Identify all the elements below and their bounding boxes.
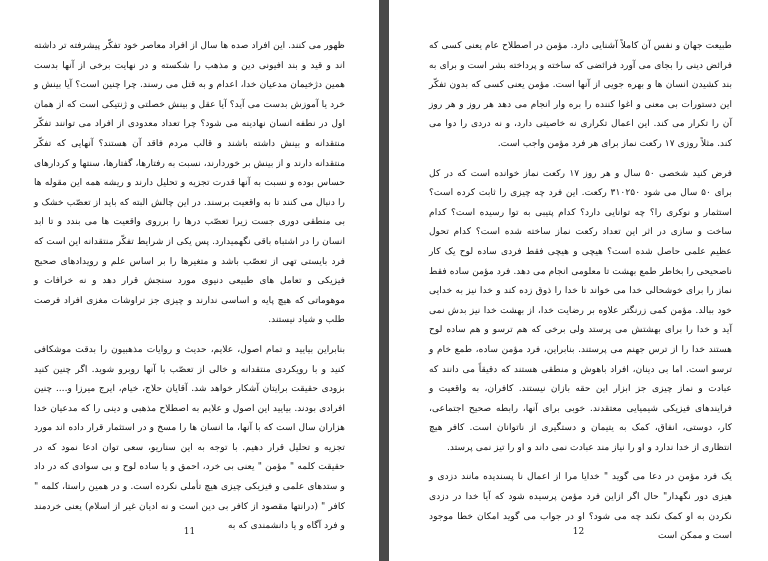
paragraph: ظهور می کنند. این افراد صده ها سال از افراد معاصر خود تفکّر پیشرفته تر داشته اند و قید و بند افیونی دین و مذهب را شکسته و در نهایت برخی از آنها بدست همین دژخیمان مدعیان خدا، اعدام و به قتل می رسند. چرا چنین است؟ آیا بینش و خرد یا آموزش بدست می آید؟ آیا عقل و بینش خصلتی و ژنتیکی است که از همان اول در نطفه انسان نهادینه می شود؟ چرا تعداد معدودی از افراد می توانند تفکّر منتقدانه و بینش داشته باشند و قالب مردم فاقد آن هستند؟ آنهایی که تفکّر منتقدانه دارند و از بینش بر خوردارند، نسبت به رفتارها، گفتارها، سنتها و کردارهای حساس بوده و نسبت به آنها قدرت تجزیه و تحلیل دارند و ریشه همه این مقوله ها را دنبال می کنند تا به واقعیت برسند. در این چالش البته که باید از تعصّب خشک و بی منطقی دوری جست زیرا تعصّب درها را برروی واقعیت ها می بندد و تا ابد انسان را در اشتباه باقی نگهمیدارد. پس یکی از شرایط تفکّر منتقدانه این است که فرد بایستی تهی از تعصّب باشد و متغیرها را بر اساس علم و رویدادهای صحیح فیزیکی و تعامل های طبیعی دنیوی مورد سنجش قرار دهد و نه خرافات و موهوماتی که هیچ پایه و اساسی ندارند و چیزی جز تراوشات مغزی افراد فرصت طلب و شیاد نیستند. (34, 40, 345, 326)
paragraph: یک فرد مؤمن در دعا می گوید " خدایا مرا از اعمال نا پسندیده مانند دزدی و هیزی دور نگهدار" حال اگر ازاین فرد مؤمن پرسیده شود که آیا خدا در دزدی نکردن به او کمک نکند چه می شود؟ او در جواب می گوید امکان خطا موجود است و ممکن است (429, 471, 732, 542)
page-number: 11 (183, 527, 196, 537)
right-page (389, 0, 768, 561)
paragraph: طبیعت جهان و نفس آن کاملاً آشنایی دارد. مؤمن در اصطلاح عام یعنی کسی که فرائض دینی را بجای می آورد فرائضی که ساخته و پرداخته بشر است و برای به بند کشیدن انسان ها و بهره جویی از آنها است. مؤمن یعنی کسی که بدون تفکّر این دستورات بی معنی و اغوا کننده را بره وار انجام می دهد هر روز و هر روز آن را تکرار می کند. این اعمال تکراری نه خاصیتی دارد، و نه دردی را دوا می کند. مثلاً روزی ۱۷ رکعت نماز برای هر فرد مؤمن واجب است. (429, 40, 732, 149)
right-page-body (429, 36, 732, 546)
paragraph: فرض کنید شخصی ۵۰ سال و هر روز ۱۷ رکعت نماز خوانده است که در کل برای ۵۰ سال می شود ۳۱۰۲۵۰ رکعت. این فرد چه چیزی را ثابت کرده است؟ استثمار و نوکری را؟ چه توانایی دارد؟ کدام پتیبی به توا رسیده است؟ کدام ساخت و سازی در اثر این تعداد رکعت نماز ساخته شده است؟ کدام تحول عظیم علمی حاصل شده است؟ هیچی و هیچی فقط فردی ساده لوح یک کار ناصحیحی را بخاطر طمع بهشت تا معلومی انجام می دهد. فرد مؤمن ساده فقط نماز را برای خوشحالی خدا می خواند تا خدا را ذوق زده کند و خدا نیز به خدایی خود ببالد. مؤمن کمی زرنگتر علاوه بر رضایت خدا، از بهشت خدا نیز بدش نمی آید و خدا را برای بهشتش می پرستد ولی برخی که هم ترسو و هم ساده لوح هستند خدا را از ترس جهنم می پرستند. بنابراین، فرد مؤمن ساده، طمع خام و ترسو است. اما بی دینان، افراد باهوش و منطقی هستند که دقیقاً می دانند که عبادت و نماز چیزی جز ابزار این حقه بازان نیستند. کافران، به واقعیت و فرایندهای فیزیکی شیمیایی معتقدند. خوبی برای آنها، رابطه صحیح اجتماعی، کار، دوستی، انفاق، کمک به یتیمان و دستگیری از ناتوانان است. کافر هیچ انتظاری از خدا ندارد و او را نیاز مند عبادت نمی داند و او را تیز نمی پرستد. (429, 167, 732, 453)
left-page (0, 0, 379, 561)
paragraph: بنابراین بیایید و تمام اصول، علایم، حدیث و روایات مذهبیون را بدقت موشکافی کنید و با رویکردی منتقدانه و خالی از تعصّب با آنها روبرو شوید. اگر چنین کنید بزودی حقیقت برایتان آشکار خواهد شد. آقایان حلاج، خیام، ایرج میرزا و.... چنین افرادی بودند. بیایید این اصول و علایم به اصطلاح مذهبی و دینی را که مدعیان خدا هزاران سال است که با آنها، ما انسان ها را مسخ و در استثمار قرار داده اند مورد تجزیه و تحلیل قرار دهیم. با توجه به این سناریو، سعی توان ادعا نمود که در حقیقت کلمه " مؤمن " یعنی بی خرد، احمق و یا ساده لوح و بی سوادی که در داد و ستدهای علمی و فیزیکی چیزی هیچ تأملی نکرده است. و در همین راستا، کلمه " کافر " (درانتها مقصود از کافر بی دین است و نه ادیان غیر از اسلام) یعنی خردمند و فرد آگاه و یا دانشمندی که به (34, 343, 345, 532)
left-page-body (34, 36, 345, 536)
page-number: 12 (572, 527, 585, 537)
